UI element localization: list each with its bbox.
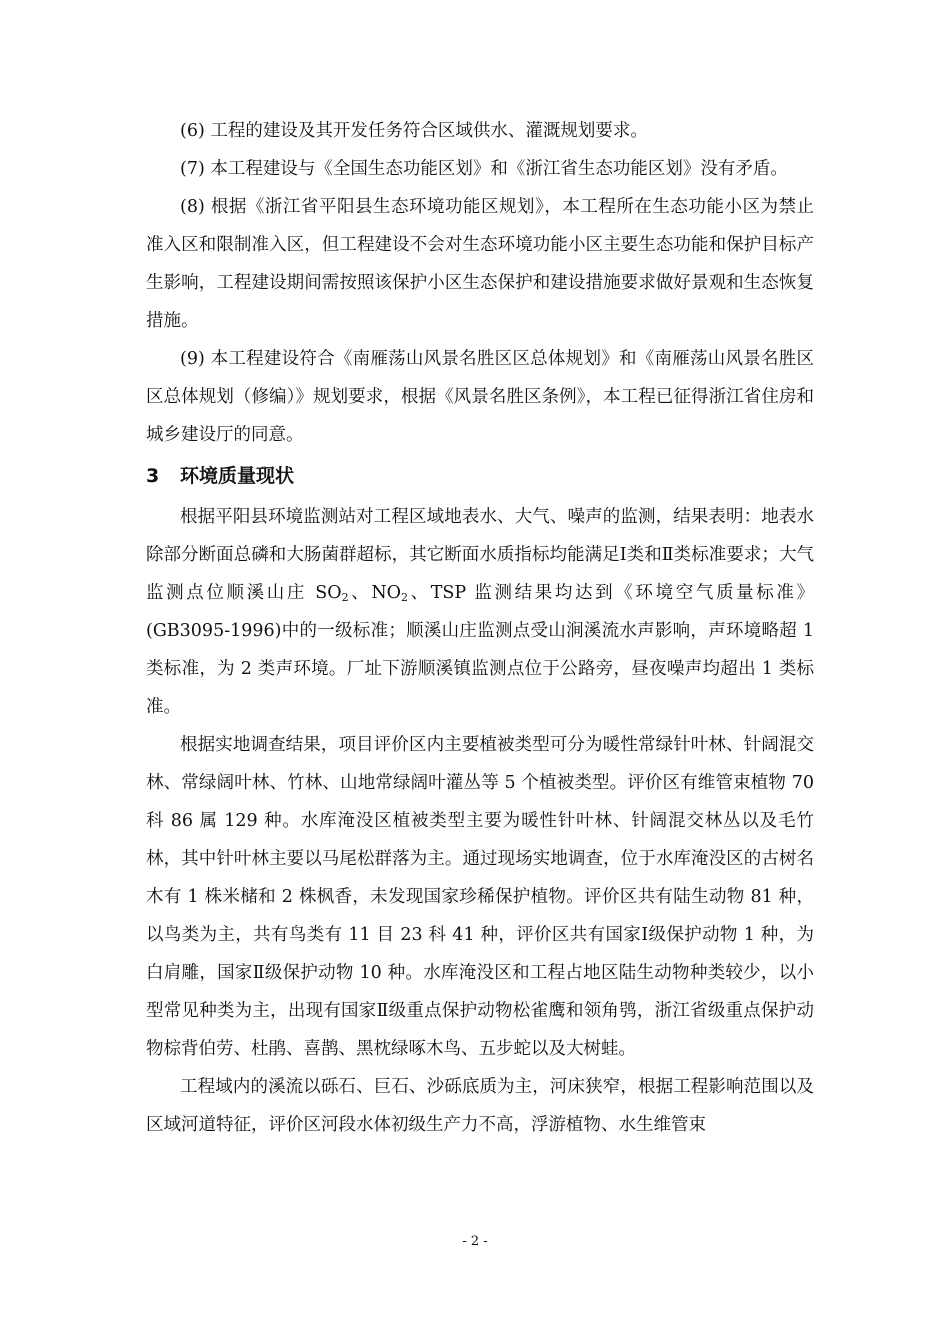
so2-subscript: 2 bbox=[341, 591, 349, 604]
paragraph-item-7: (7) 本工程建设与《全国生态功能区划》和《浙江省生态功能区划》没有矛盾。 bbox=[180, 159, 788, 179]
no2-subscript: 2 bbox=[401, 591, 408, 604]
stream-ecology-paragraph: 工程域内的溪流以砾石、巨石、沙砾底质为主，河床狭窄，根据工程影响范围以及区域河道特征，评价区河段水体初级生产力不高，浮游植物、水生维管束 bbox=[146, 1077, 814, 1135]
page-number: - 2 - bbox=[462, 1234, 488, 1249]
env-text-part-2: 、NO bbox=[348, 583, 401, 603]
vegetation-wildlife-paragraph: 根据实地调查结果，项目评价区内主要植被类型可分为暖性常绿针叶林、针阔混交林、常绿阔叶林、竹林、山地常绿阔叶灌丛等 5 个植被类型。评价区有维管束植物 70 科 86 属 129 种。水库淹没区植被类型主要为暖性针叶林、针阔混交林丛以及毛竹林，其中针叶林主要以马尾松群落为主。通过现场实地调查，位于水库淹没区的古树名木有 1 株米槠和 2 株枫香，未发现国家珍稀保护植物。评价区共有陆生动物 81 种，以鸟类为主，共有鸟类有 11 目 23 科 41 种，评价区共有国家Ⅰ级保护动物 1 种，为白肩雕，国家Ⅱ级保护动物 10 种。水库淹没区和工程占地区陆生动物种类较少，以小型常见种类为主，出现有国家Ⅱ级重点保护动物松雀鹰和领角鸮，浙江省级重点保护动物棕背伯劳、杜鹃、喜鹊、黑枕绿啄木鸟、五步蛇以及大树蛙。 bbox=[146, 735, 814, 1059]
env-text-part-3: 、TSP 监测结果均达到《环境空气质量标准》(GB3095-1996)中的一级标准；顺溪山庄监测点受山涧溪流水声影响，声环境略超 1 类标准，为 2 类声环境。厂址下游顺溪镇监测点位于公路旁，昼夜噪声均超出 1 类标准。 bbox=[146, 583, 814, 717]
section-title: 环境质量现状 bbox=[180, 465, 295, 487]
env-text-part-1: 根据平阳县环境监测站对工程区域地表水、大气、噪声的监测，结果表明：地表水除部分断面总磷和大肠菌群超标，其它断面水质指标均能满足Ⅰ类和Ⅱ类标准要求；大气监测点位顺溪山庄 SO bbox=[146, 507, 814, 603]
paragraph-item-6: (6) 工程的建设及其开发任务符合区域供水、灌溉规划要求。 bbox=[180, 121, 648, 141]
environment-monitoring-paragraph bbox=[146, 498, 814, 726]
document-body bbox=[146, 112, 814, 1144]
section-heading bbox=[146, 454, 814, 498]
paragraph-item-8: (8) 根据《浙江省平阳县生态环境功能区规划》，本工程所在生态功能小区为禁止准入区和限制准入区，但工程建设不会对生态环境功能小区主要生态功能和保护目标产生影响，工程建设期间需按照该保护小区生态保护和建设措施要求做好景观和生态恢复措施。 bbox=[146, 197, 814, 331]
section-number: 3 bbox=[146, 465, 160, 487]
paragraph-item-9: (9) 本工程建设符合《南雁荡山风景名胜区区总体规划》和《南雁荡山风景名胜区区总体规划（修编）》规划要求，根据《风景名胜区条例》，本工程已征得浙江省住房和城乡建设厅的同意。 bbox=[146, 349, 814, 445]
